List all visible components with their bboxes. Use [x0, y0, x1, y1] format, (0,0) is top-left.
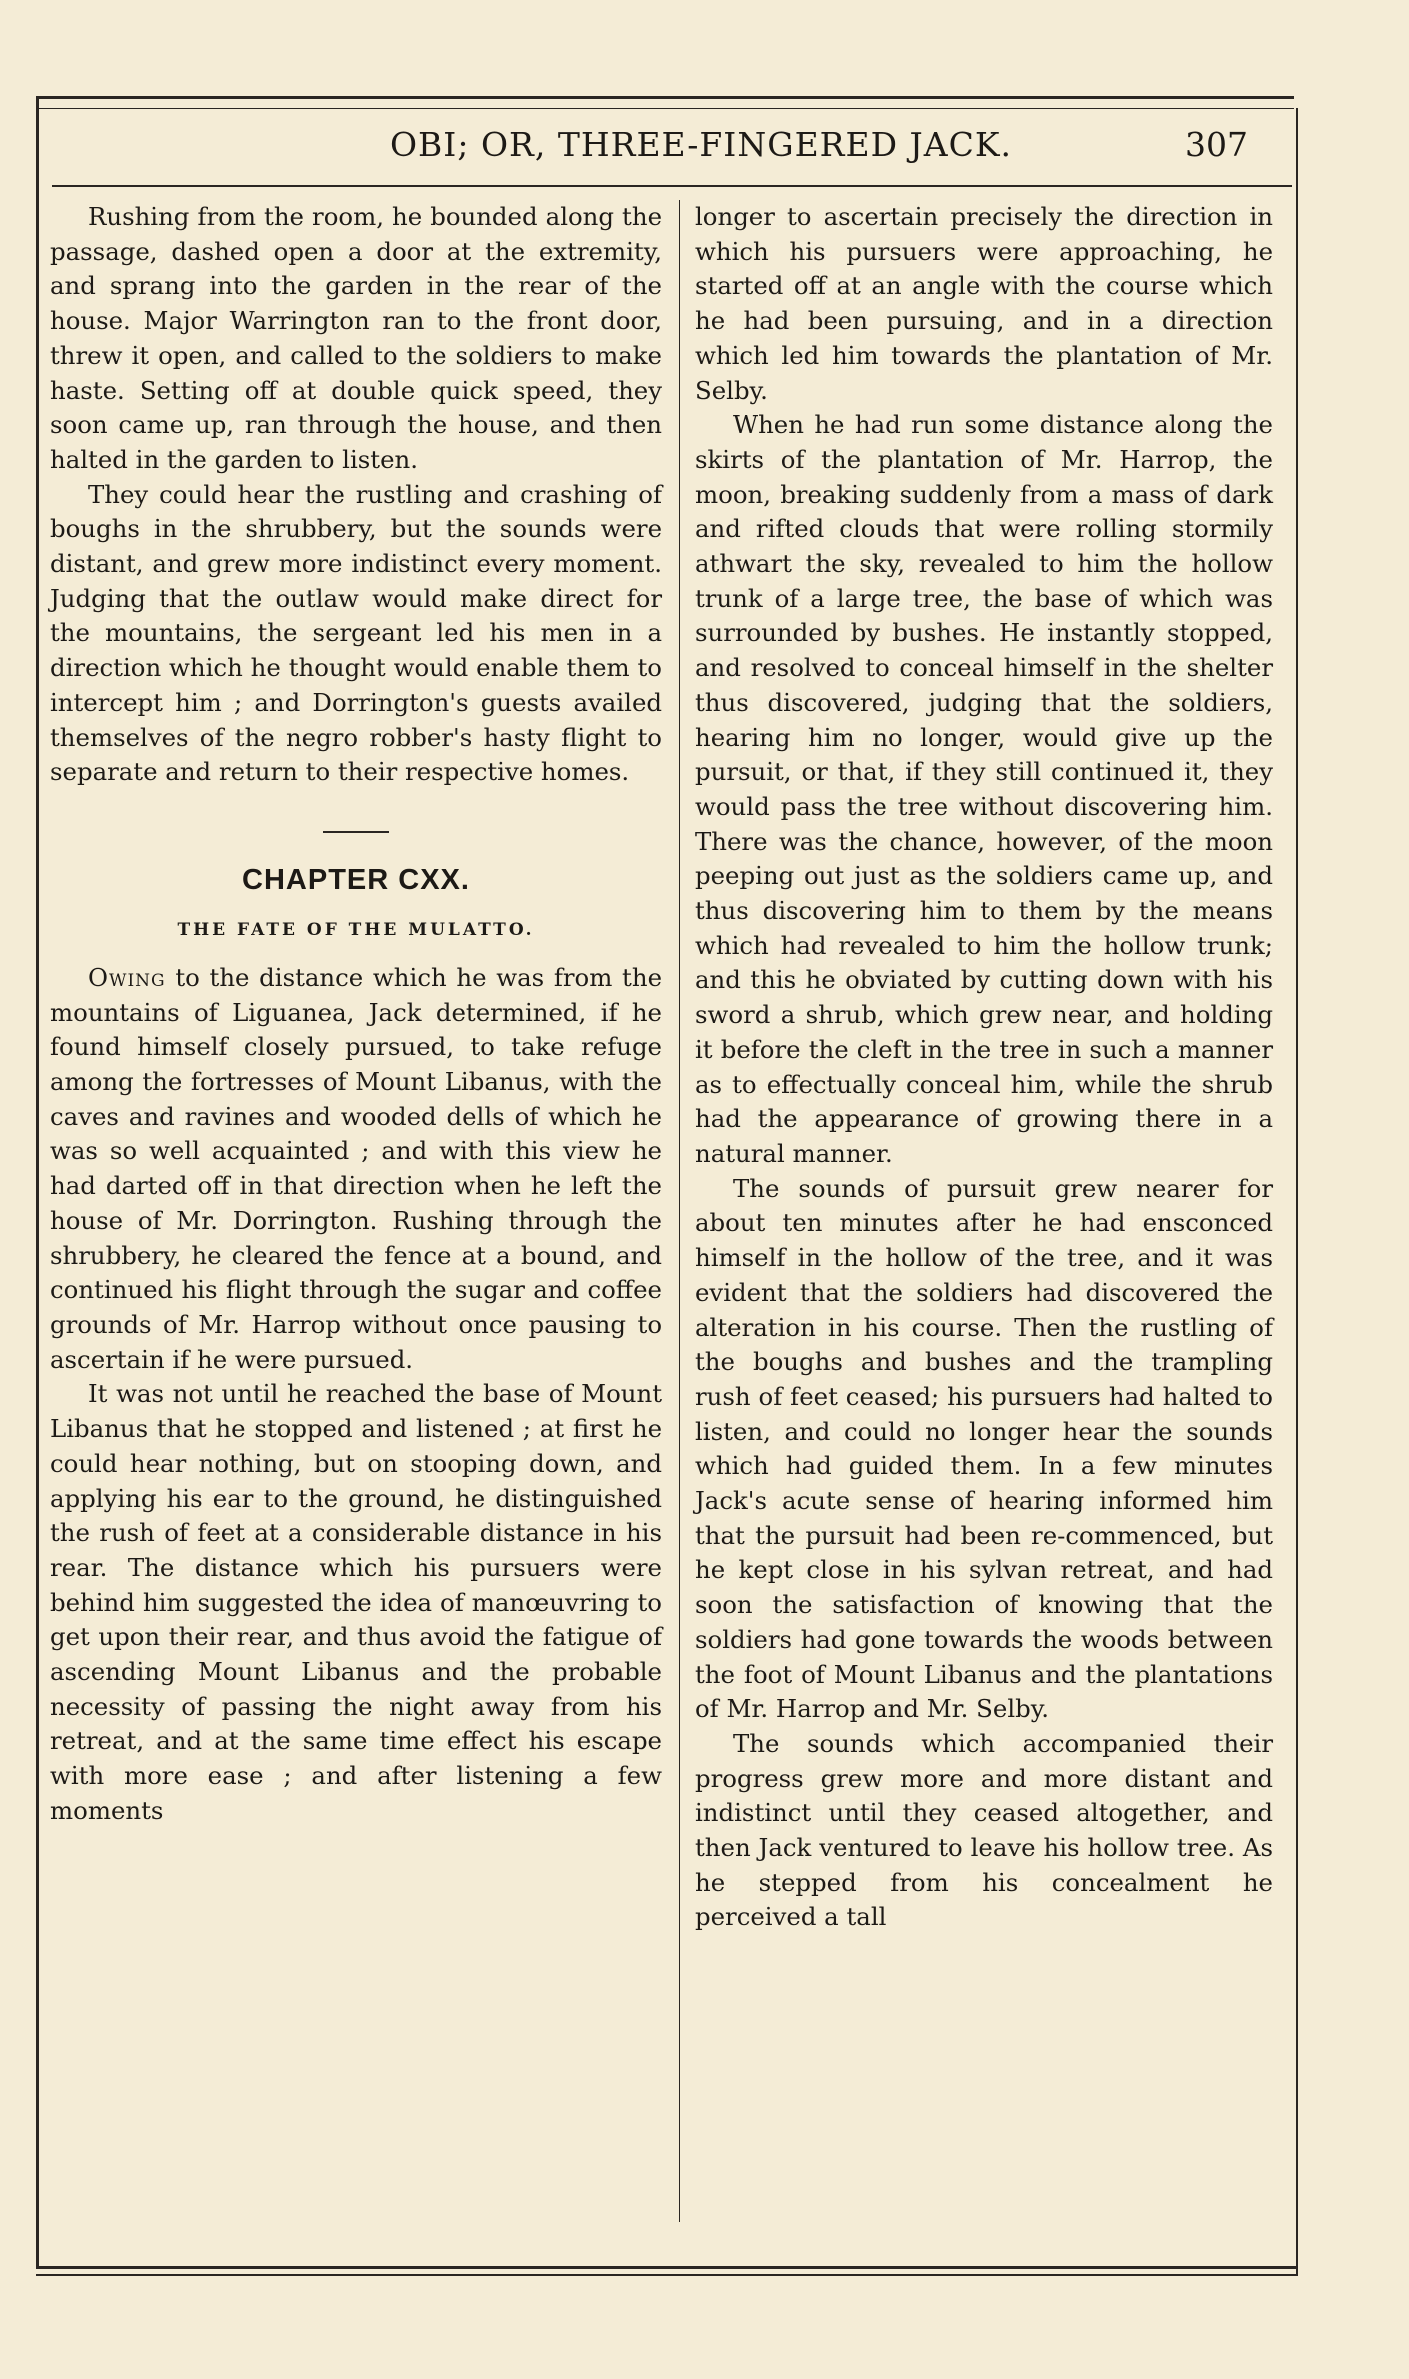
paragraph: longer to ascertain precisely the direction in which his pursuers were approaching, he started off at an angle with the course which he had been pursuing, and in a direction which led him towards the plantation of Mr. Selby. — [695, 202, 1273, 405]
paragraph: The sounds which accompanied their progress grew more and more distant and indistinct until they ceased altogether, and then Jack ventured to leave his hollow tree. As he stepped from his concealment he perceived a tall — [695, 1728, 1273, 1932]
paragraph: When he had run some distance along the skirts of the plantation of Mr. Harrop, the moon, breaking suddenly from a mass of dark and rifted clouds that were rolling stormily athwart the sky, revealed to him the hollow trunk of a large tree, the base of which was surrounded by bushes. He instantly stopped, and resolved to conceal himself in the shelter thus discovered, judging that the soldiers, hearing him no longer, would give up the pursuit, or that, if they still continued it, they would pass the tree without discovering him. There was the chance, however, of the moon peeping out just as the soldiers came up, and thus discovering him to them by the means which had revealed to him the hollow trunk; and this he obviated by cutting down with his sword a shrub, which grew near, and holding it before the cleft in the tree in such a manner as to effectually conceal him, while the shrub had the appearance of growing there in a natural manner. — [695, 410, 1273, 1168]
opening-word: Owing — [88, 962, 166, 992]
page-header — [0, 125, 1300, 175]
right-column — [695, 200, 1273, 1935]
bottom-rule — [36, 2274, 1296, 2276]
section-divider — [323, 831, 389, 833]
paragraph: The sounds of pursuit grew nearer for about ten minutes after he had ensconced himself in the hollow of the tree, and it was evident that the soldiers had discovered the alteration in his course. Then the rustling of the boughs and bushes and the trampling rush of feet ceased; his pursuers had halted to listen, and could no longer hear the sounds which had guided them. In a few minutes Jack's acute sense of hearing informed him that the pursuit had been re-commenced, but he kept close in his sylvan retreat, and had soon the satisfaction of knowing that the soldiers had gone towards the woods between the foot of Mount Libanus and the plantations of Mr. Harrop and Mr. Selby. — [695, 1173, 1273, 1724]
chapter-heading: CHAPTER CXX. — [242, 863, 470, 896]
page-number: 307 — [1185, 125, 1248, 164]
paragraph-text: to the distance which he was from the mountains of Liguanea, Jack determined, if he found himself closely pursued, to take refuge among the fortresses of Mount Libanus, with the caves and ravines and wooded dells of which he was so well acquainted ; and with this view he had darted off in that direction when he left the house of Mr. Dorrington. Rushing through the shrubbery, he cleared the fence at a bound, and continued his flight through the sugar and coffee grounds of Mr. Harrop without once pausing to ascertain if he were pursued. — [50, 962, 662, 1374]
paragraph: They could hear the rustling and crashing of boughs in the shrubbery, but the sounds were distant, and grew more indistinct every moment. Judging that the outlaw would make direct for the mountains, the sergeant led his men in a direction which he thought would enable them to intercept him ; and Dorrington's guests availed themselves of the negro robber's hasty flight to separate and return to their respective homes. — [50, 479, 662, 787]
right-border — [1296, 108, 1298, 2276]
column-divider — [679, 200, 680, 2222]
chapter-subtitle: THE FATE OF THE MULATTO. — [177, 919, 535, 940]
paragraph: It was not until he reached the base of Mount Libanus that he stopped and listened ; at first he could hear nothing, but on stooping down, and applying his ear to the ground, he distinguished the rush of feet at a considerable distance in his rear. The distance which his pursuers were behind him suggested the idea of manœuvring to get upon their rear, and thus avoid the fatigue of ascending Mount Libanus and the probable necessity of passing the night away from his retreat, and at the same time effect his escape with more ease ; and after listening a few moments — [50, 1379, 662, 1825]
running-title: OBI; OR, THREE-FINGERED JACK. — [390, 125, 1013, 164]
left-column — [50, 200, 662, 1829]
paragraph — [50, 961, 662, 1377]
paragraph: Rushing from the room, he bounded along the passage, dashed open a door at the extremity, and sprang into the garden in the rear of the house. Major Warrington ran to the front door, threw it open, and called to the soldiers to make haste. Setting off at double quick speed, they soon came up, ran through the house, and then halted in the garden to listen. — [50, 202, 662, 474]
top-rule — [36, 96, 1294, 99]
header-rule — [52, 185, 1292, 187]
top-rule-inner — [36, 108, 1294, 109]
